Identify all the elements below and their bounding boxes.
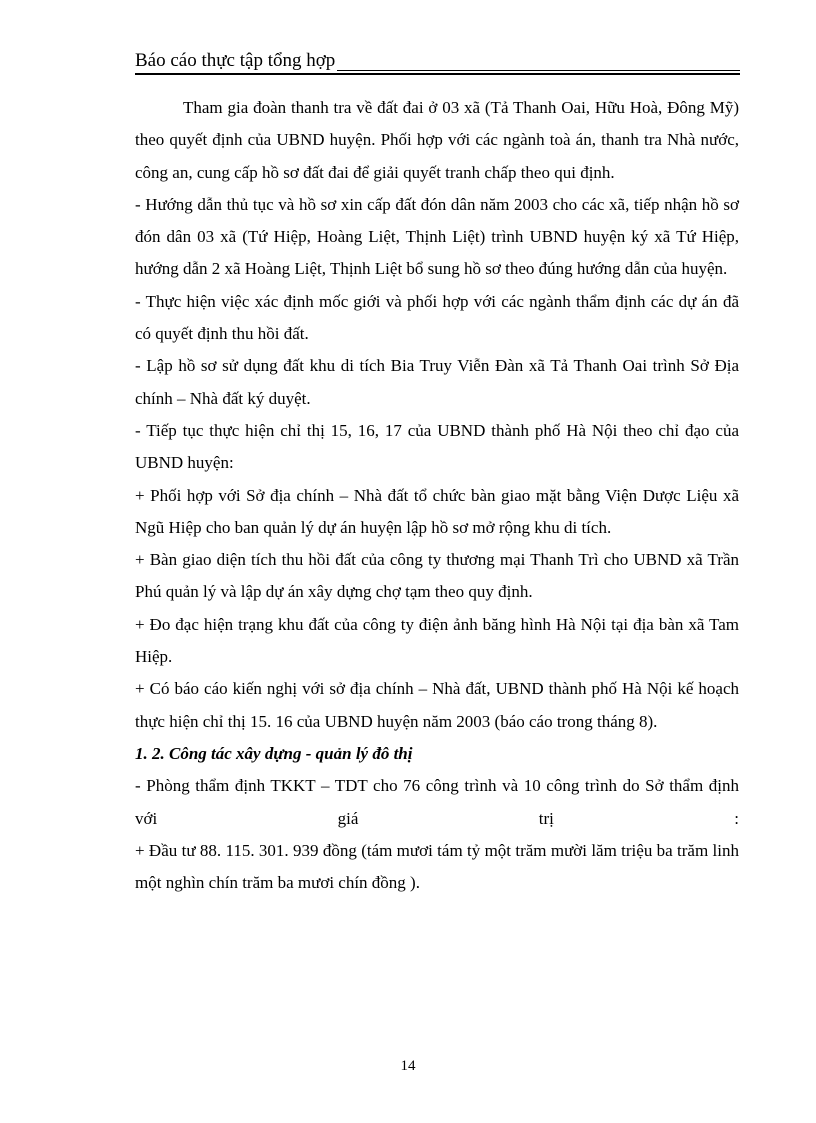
- header-title: Báo cáo thực tập tổng hợp: [135, 50, 336, 71]
- paragraph-survey: + Đo đạc hiện trạng khu đất của công ty điện ảnh băng hình Hà Nội tại địa bàn xã Tam Hiệp.: [135, 614, 739, 667]
- document-body: [135, 92, 739, 899]
- paragraph-boundary-markers: - Thực hiện việc xác định mốc giới và phối hợp với các ngành thẩm định các dự án đã có quyết định thu hồi đất.: [135, 291, 739, 344]
- paragraph-inspection: Tham gia đoàn thanh tra về đất đai ở 03 xã (Tả Thanh Oai, Hữu Hoà, Đông Mỹ) theo quyết định của UBND huyện. Phối hợp với các ngành toà án, thanh tra Nhà nước, công an, cung cấp hồ sơ đất đai để giải quyết tranh chấp theo qui định.: [135, 98, 739, 182]
- page-number: 14: [400, 1058, 416, 1074]
- paragraph-appraisal: - Phòng thẩm định TKKT – TDT cho 76 công trình và 10 công trình do Sở thẩm định với giá trị :: [135, 776, 739, 828]
- paragraph-handover-site: + Phối hợp với Sở địa chính – Nhà đất tổ chức bàn giao mặt bằng Viện Dược Liệu xã Ngũ Hiệp cho ban quản lý dự án huyện lập hồ sơ mở rộng khu di tích.: [135, 485, 739, 537]
- paragraph-handover-land: + Bàn giao diện tích thu hồi đất của công ty thương mại Thanh Trì cho UBND xã Trần Phú quản lý và lập dự án xây dựng chợ tạm theo quy định.: [135, 550, 739, 602]
- page-header: [135, 50, 740, 72]
- header-rule-thick: [135, 73, 740, 75]
- paragraph-relic-site: - Lập hồ sơ sử dụng đất khu di tích Bia Truy Viễn Đàn xã Tả Thanh Oai trình Sở Địa chính – Nhà đất ký duyệt.: [135, 356, 739, 408]
- paragraph-directives: - Tiếp tục thực hiện chỉ thị 15, 16, 17 của UBND thành phố Hà Nội theo chỉ đạo của UBND huyện:: [135, 420, 739, 473]
- paragraph-land-procedures: - Hướng dẫn thủ tục và hồ sơ xin cấp đất đón dân năm 2003 cho các xã, tiếp nhận hồ sơ đón dân 03 xã (Tứ Hiệp, Hoàng Liệt, Thịnh Liệt) trình UBND huyện ký xã Tứ Hiệp, hướng dẫn 2 xã Hoàng Liệt, Thịnh Liệt bổ sung hồ sơ theo đúng hướng dẫn của huyện.: [135, 194, 739, 279]
- paragraph-report: + Có báo cáo kiến nghị với sở địa chính – Nhà đất, UBND thành phố Hà Nội kế hoạch thực hiện chỉ thị 15. 16 của UBND huyện năm 2003 (báo cáo trong tháng 8).: [135, 679, 739, 731]
- section-heading: 1. 2. Công tác xây dựng - quản lý đô thị: [135, 743, 413, 763]
- paragraph-investment: + Đầu tư 88. 115. 301. 939 đồng (tám mươi tám tỷ một trăm mười lăm triệu ba trăm linh một nghìn chín trăm ba mươi chín đồng ).: [135, 840, 739, 893]
